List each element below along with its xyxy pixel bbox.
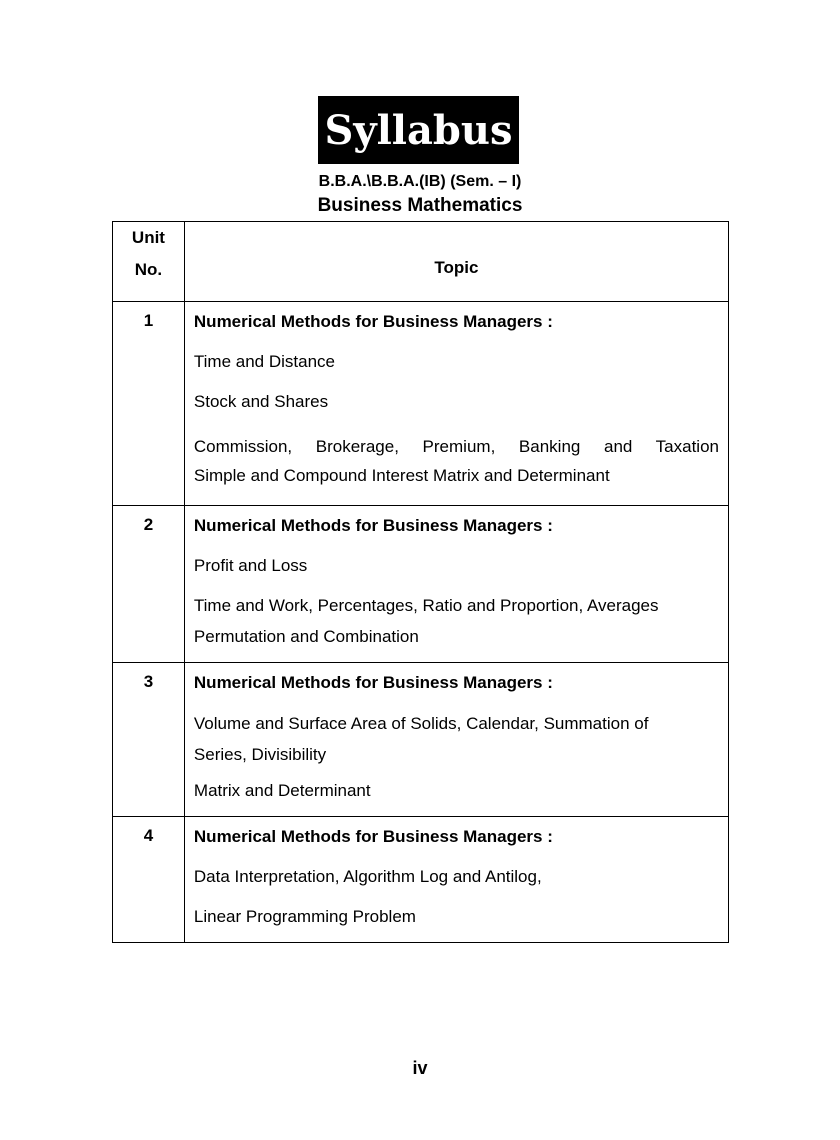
subject-title: Business Mathematics [317, 195, 523, 216]
topic-item: Volume and Surface Area of Solids, Calendar, Summation of Series, Divisibility [193, 714, 649, 764]
topic-item: Profit and Loss [193, 556, 308, 575]
unit-topics [184, 506, 728, 663]
header-unit-label: Unit [131, 228, 165, 247]
unit-heading: Numerical Methods for Business Managers : [193, 516, 553, 535]
topic-item: Simple and Compound Interest Matrix and Determinant [193, 466, 610, 485]
topic-item: Data Interpretation, Algorithm Log and Antilog, [193, 867, 542, 886]
topic-item: Stock and Shares [193, 392, 329, 411]
unit-topics [184, 663, 728, 817]
topic-item: Permutation and Combination [193, 627, 419, 646]
course-line: B.B.A.\B.B.A.(IB) (Sem. – I) [318, 173, 522, 190]
table-row [113, 817, 729, 943]
unit-heading: Numerical Methods for Business Managers : [193, 673, 553, 692]
table-header-row [113, 222, 729, 302]
header-unit-no [113, 222, 185, 302]
syllabus-title: Syllabus [318, 96, 519, 164]
unit-number: 2 [113, 506, 185, 663]
header-topic: Topic [184, 222, 728, 302]
unit-topics [184, 302, 728, 506]
topic-item: Time and Distance [193, 352, 336, 371]
unit-number: 4 [113, 817, 185, 943]
unit-number: 1 [113, 302, 185, 506]
topic-item: Commission, Brokerage, Premium, Banking and Taxation [193, 437, 719, 456]
page-number: iv [412, 1058, 428, 1078]
topic-item: Linear Programming Problem [193, 907, 416, 926]
unit-heading: Numerical Methods for Business Managers : [193, 827, 553, 846]
table-row [113, 302, 729, 506]
header-no-label: No. [134, 260, 163, 279]
unit-topics [184, 817, 728, 943]
unit-number: 3 [113, 663, 185, 817]
topic-item: Matrix and Determinant [193, 781, 371, 800]
table-row [113, 663, 729, 817]
syllabus-table [112, 221, 729, 943]
topic-item: Time and Work, Percentages, Ratio and Proportion, Averages [193, 596, 659, 615]
unit-heading: Numerical Methods for Business Managers : [193, 312, 553, 331]
table-row [113, 506, 729, 663]
